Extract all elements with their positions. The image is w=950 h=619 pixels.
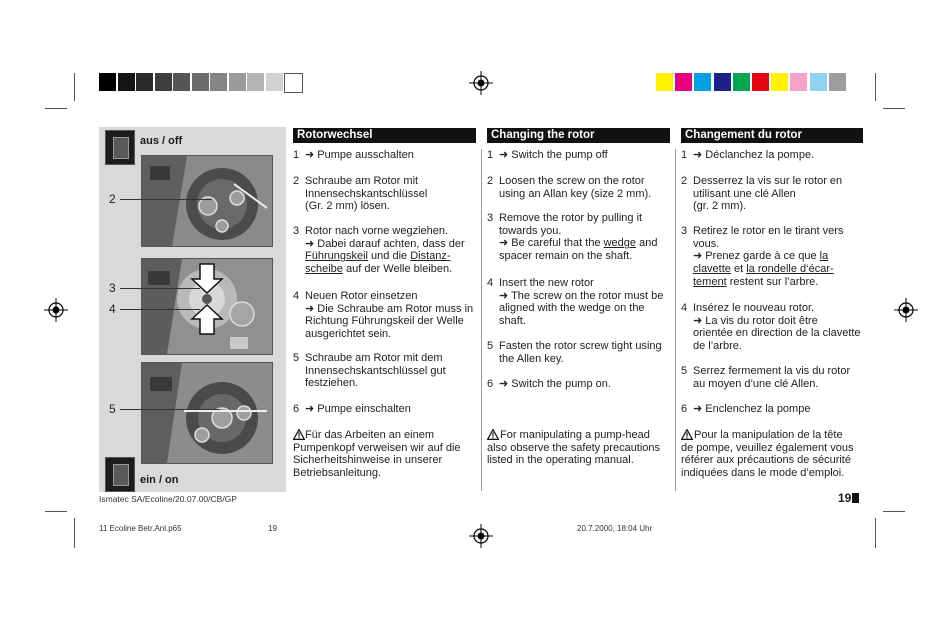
- color-swatch: [694, 73, 711, 91]
- switch-off-icon: [105, 130, 135, 165]
- underlined-term: clavette: [693, 263, 731, 276]
- crop-mark: [45, 108, 67, 109]
- callout-3: 3: [109, 281, 116, 295]
- slug-date: 20.7.2000, 18:04 Uhr: [577, 524, 653, 533]
- step-number: 1: [293, 149, 300, 161]
- color-swatch: [771, 73, 788, 91]
- step-text: Insérez le nouveau rotor. ➜ La vis du rotor doit être orientée en direction de la clavette de l’arbre.: [693, 302, 861, 353]
- step-number: 3: [487, 212, 494, 224]
- underlined-term: Distanz-: [410, 250, 451, 263]
- gray-swatch: [284, 73, 303, 93]
- slug-page: 19: [268, 524, 277, 533]
- step-text: Serrez fermement la vis du rotor au moyen d’une clé Allen.: [693, 365, 851, 390]
- step-number: 5: [487, 340, 494, 352]
- switch-off-label: aus / off: [140, 135, 183, 147]
- step-text: ➜ Switch the pump on.: [499, 378, 611, 390]
- column-divider: [481, 149, 482, 491]
- switch-on-icon: [105, 457, 135, 492]
- page-number: [838, 491, 859, 505]
- gray-swatch: [136, 73, 153, 91]
- step-text-part: and spacer remain on the shaft.: [499, 237, 658, 263]
- step-number: 6: [293, 403, 300, 415]
- page-marker-icon: [852, 493, 859, 503]
- step-text: Schraube am Rotor mit dem Innensechskantschlüssel gut festziehen.: [305, 352, 446, 390]
- callout-4: 4: [109, 302, 116, 316]
- registration-mark-icon: [44, 298, 68, 322]
- step-number: 4: [487, 277, 494, 289]
- step-text-part: Remove the rotor by pulling it towards you. ➜ Be careful that the: [499, 212, 643, 250]
- step-number: 1: [487, 149, 494, 161]
- step-text-part: und die: [367, 250, 411, 263]
- crop-mark: [74, 73, 75, 101]
- pump-photo-remove: [141, 258, 273, 355]
- color-swatch: [810, 73, 827, 91]
- step-text: ➜ Pumpe ausschalten: [305, 149, 414, 161]
- step-number: 3: [681, 225, 688, 237]
- gray-swatch: [229, 73, 246, 91]
- registration-mark-icon: [469, 71, 493, 95]
- crop-mark: [74, 518, 75, 548]
- crop-mark: [45, 511, 67, 512]
- heading-french: Changement du rotor: [681, 128, 863, 143]
- step-number: 5: [681, 365, 688, 377]
- crop-mark: [883, 511, 905, 512]
- step-text-part: Rotor nach vorne wegziehen. ➜ Dabei darauf achten, dass der: [305, 225, 465, 250]
- column-divider: [675, 149, 676, 491]
- callout-line: [120, 288, 200, 289]
- crop-mark: [875, 518, 876, 548]
- underlined-term: la: [819, 250, 829, 263]
- step-text: Desserrez la vis sur le rotor en utilisant une clé Allen (gr. 2 mm).: [693, 175, 843, 213]
- step-text: [305, 225, 479, 276]
- step-text: Fasten the rotor screw tight using the Allen key.: [499, 340, 662, 365]
- crop-mark: [875, 73, 876, 101]
- step-number: 4: [681, 302, 688, 314]
- callout-5: 5: [109, 402, 116, 416]
- step-text: Insert the new rotor ➜ The screw on the rotor must be aligned with the wedge on the shaft.: [499, 277, 664, 328]
- safety-note-text: Für das Arbeiten an einem Pumpenkopf verweisen wir auf die Sicherheitshinweise in unserer Betriebsanleitung.: [293, 429, 461, 480]
- underlined-term: scheibe: [305, 263, 343, 276]
- color-swatch: [733, 73, 750, 91]
- gray-swatch: [155, 73, 172, 91]
- registration-mark-icon: [894, 298, 918, 322]
- color-swatch: [790, 73, 807, 91]
- color-swatch: [656, 73, 673, 91]
- step-number: 2: [487, 175, 494, 187]
- callout-2: 2: [109, 192, 116, 206]
- step-text: [499, 212, 673, 263]
- gray-swatch: [173, 73, 190, 91]
- step-text: ➜ Pumpe einschalten: [305, 403, 411, 415]
- step-number: 2: [293, 175, 300, 187]
- step-text: ➜ Déclanchez la pompe.: [693, 149, 815, 161]
- heading-german: Rotorwechsel: [293, 128, 476, 143]
- underlined-term: Führungskeil: [305, 250, 368, 263]
- gray-swatch: [210, 73, 227, 91]
- step-number: 4: [293, 290, 300, 302]
- color-swatch: [714, 73, 731, 91]
- step-text: ➜ Enclenchez la pompe: [693, 403, 811, 415]
- underlined-term: la rondelle d‘écar-: [746, 263, 834, 276]
- step-text-part: Retirez le rotor en le tirant vers vous. ➜ Prenez garde à ce que: [693, 225, 844, 263]
- slug-filename: 11 Ecoline Betr.Anl.p65: [99, 524, 182, 533]
- step-number: 3: [293, 225, 300, 237]
- color-swatch: [829, 73, 846, 91]
- step-text: Schraube am Rotor mit Innensechskantschlüssel (Gr. 2 mm) lösen.: [305, 175, 428, 213]
- step-text: Neuen Rotor einsetzen ➜ Die Schraube am Rotor muss in Richtung Führungskeil der Welle ausgerichtet sein.: [305, 290, 474, 341]
- registration-mark-icon: [469, 524, 493, 548]
- underlined-term: wedge: [603, 237, 637, 250]
- pump-photo-loosen: [141, 155, 273, 247]
- gray-swatch: [266, 73, 283, 91]
- step-text-part: et: [730, 263, 747, 276]
- step-number: 1: [681, 149, 688, 161]
- page-number-text: 19: [838, 491, 852, 505]
- step-text-part: restent sur l’arbre.: [726, 275, 819, 288]
- color-swatch: [675, 73, 692, 91]
- gray-swatch: [99, 73, 116, 91]
- color-swatch: [752, 73, 769, 91]
- step-number: 2: [681, 175, 688, 187]
- step-text: Loosen the screw on the rotor using an Allan key (size 2 mm).: [499, 175, 652, 200]
- gray-swatch: [247, 73, 264, 91]
- crop-mark: [883, 108, 905, 109]
- step-text: [693, 225, 867, 289]
- document-code: Ismatec SA/Ecoline/20.07.00/CB/GP: [99, 494, 237, 504]
- step-text: ➜ Switch the pump off: [499, 149, 608, 161]
- step-number: 5: [293, 352, 300, 364]
- callout-line: [120, 199, 212, 200]
- safety-note-text: Pour la manipulation de la tête de pompe, veuillez également vous référer aux précautions de sécurité indiquées dans le mode d’emploi.: [681, 429, 854, 480]
- safety-note-text: For manipulating a pump-head also observe the safety precautions listed in the operating manual.: [487, 429, 661, 467]
- switch-on-label: ein / on: [140, 474, 179, 486]
- pump-photo-tighten: [141, 362, 273, 464]
- gray-swatch: [118, 73, 135, 91]
- step-number: 6: [487, 378, 494, 390]
- step-number: 6: [681, 403, 688, 415]
- callout-line: [120, 409, 220, 410]
- underlined-term: tement: [693, 275, 727, 288]
- callout-line: [120, 309, 200, 310]
- heading-english: Changing the rotor: [487, 128, 670, 143]
- step-text-part: auf der Welle bleiben.: [342, 263, 453, 276]
- gray-swatch: [192, 73, 209, 91]
